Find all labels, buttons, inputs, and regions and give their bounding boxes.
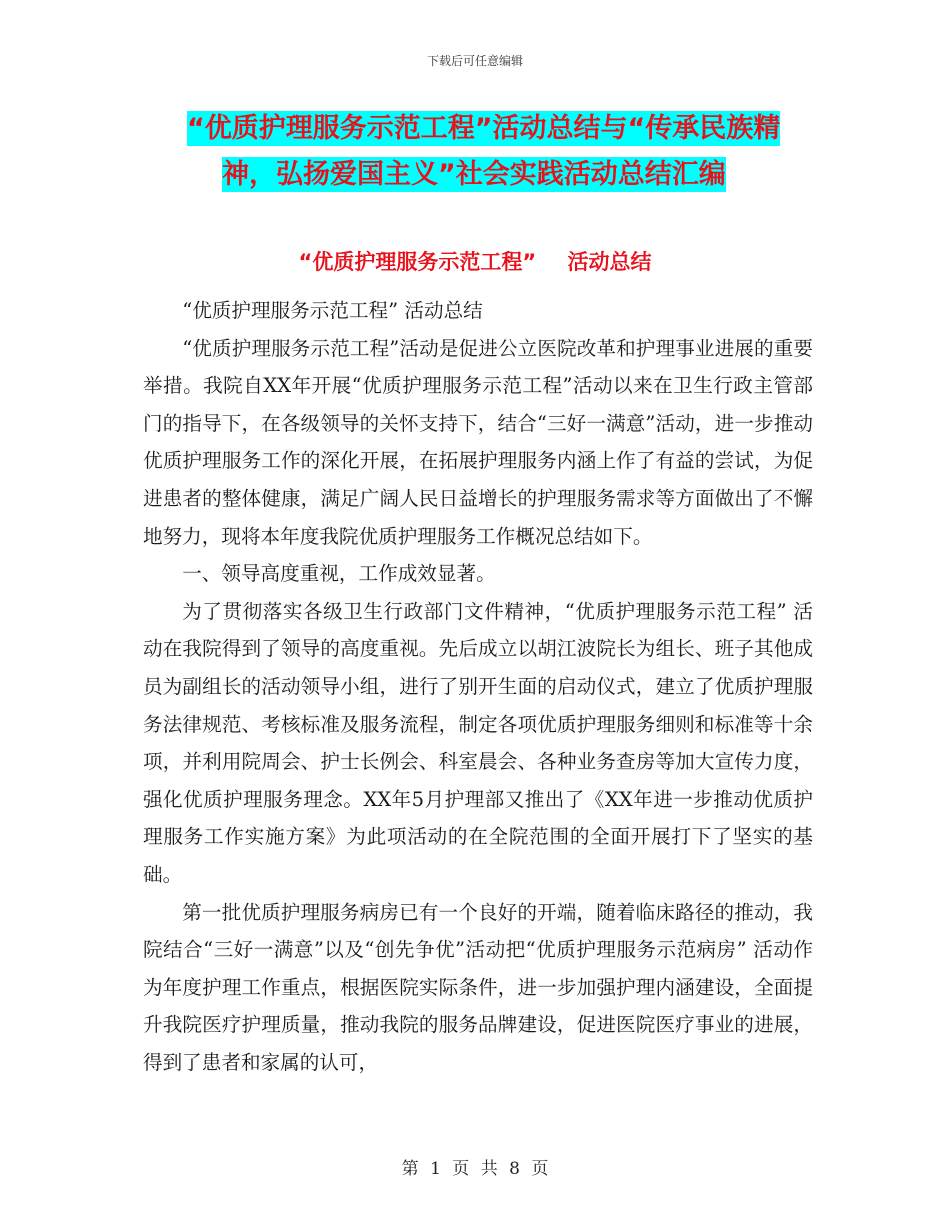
document-title-line-2 [165,152,825,198]
document-title [165,106,825,198]
page-header: 下载后可任意编辑 [426,54,523,68]
title-highlight: “优质护理服务示范工程”活动总结与“传承民族精 [187,113,781,144]
document-title-line-1 [165,106,825,152]
title-highlight: 神，弘扬爱国主义”社会实践活动总结汇编 [222,159,726,190]
body-heading-one: 一、领导高度重视，工作成效显著。 [182,562,496,586]
body-paragraph: “优质护理服务示范工程” 活动总结 [182,299,483,322]
page-number-footer: 第 1 页 共 8 页 [401,1159,549,1179]
document-body [143,292,813,1081]
section-title: “优质护理服务示范工程” 活动总结 [298,250,652,274]
body-paragraph: 第一批优质护理服务病房已有一个良好的开端，随着临床路径的推动，我院结合“三好一满意”以及“创先争优”活动把“优质护理服务示范病房” 活动作为年度护理工作重点，根据医院实际条件，进一步加强护理内涵建设，全面提升我院医疗护理质量，推动我院的服务品牌建设，促进医院医疗事业的进展，得到了患者和家属的认可， [143,900,813,1074]
body-paragraph: 为了贯彻落实各级卫生行政部门文件精神，“优质护理服务示范工程” 活动在我院得到了领导的高度重视。先后成立以胡江波院长为组长、班子其他成员为副组长的活动领导小组，进行了别开生面的启动仪式，建立了优质护理服务法律规范、考核标准及服务流程，制定各项优质护理服务细则和标准等十余项，并利用院周会、护士长例会、科室晨会、各种业务查房等加大宣传力度，强化优质护理服务理念。XX年5月护理部又推出了《XX年进一步推动优质护理服务工作实施方案》为此项活动的在全院范围的全面开展打下了坚实的基础。 [143,599,813,886]
body-paragraph: “优质护理服务示范工程”活动是促进公立医院改革和护理事业进展的重要举措。我院自XX年开展“优质护理服务示范工程”活动以来在卫生行政主管部门的指导下，在各级领导的关怀支持下，结合“三好一满意”活动，进一步推动优质护理服务工作的深化开展，在拓展护理服务内涵上作了有益的尝试，为促进患者的整体健康，满足广阔人民日益增长的护理服务需求等方面做出了不懈地努力，现将本年度我院优质护理服务工作概况总结如下。 [143,336,813,548]
